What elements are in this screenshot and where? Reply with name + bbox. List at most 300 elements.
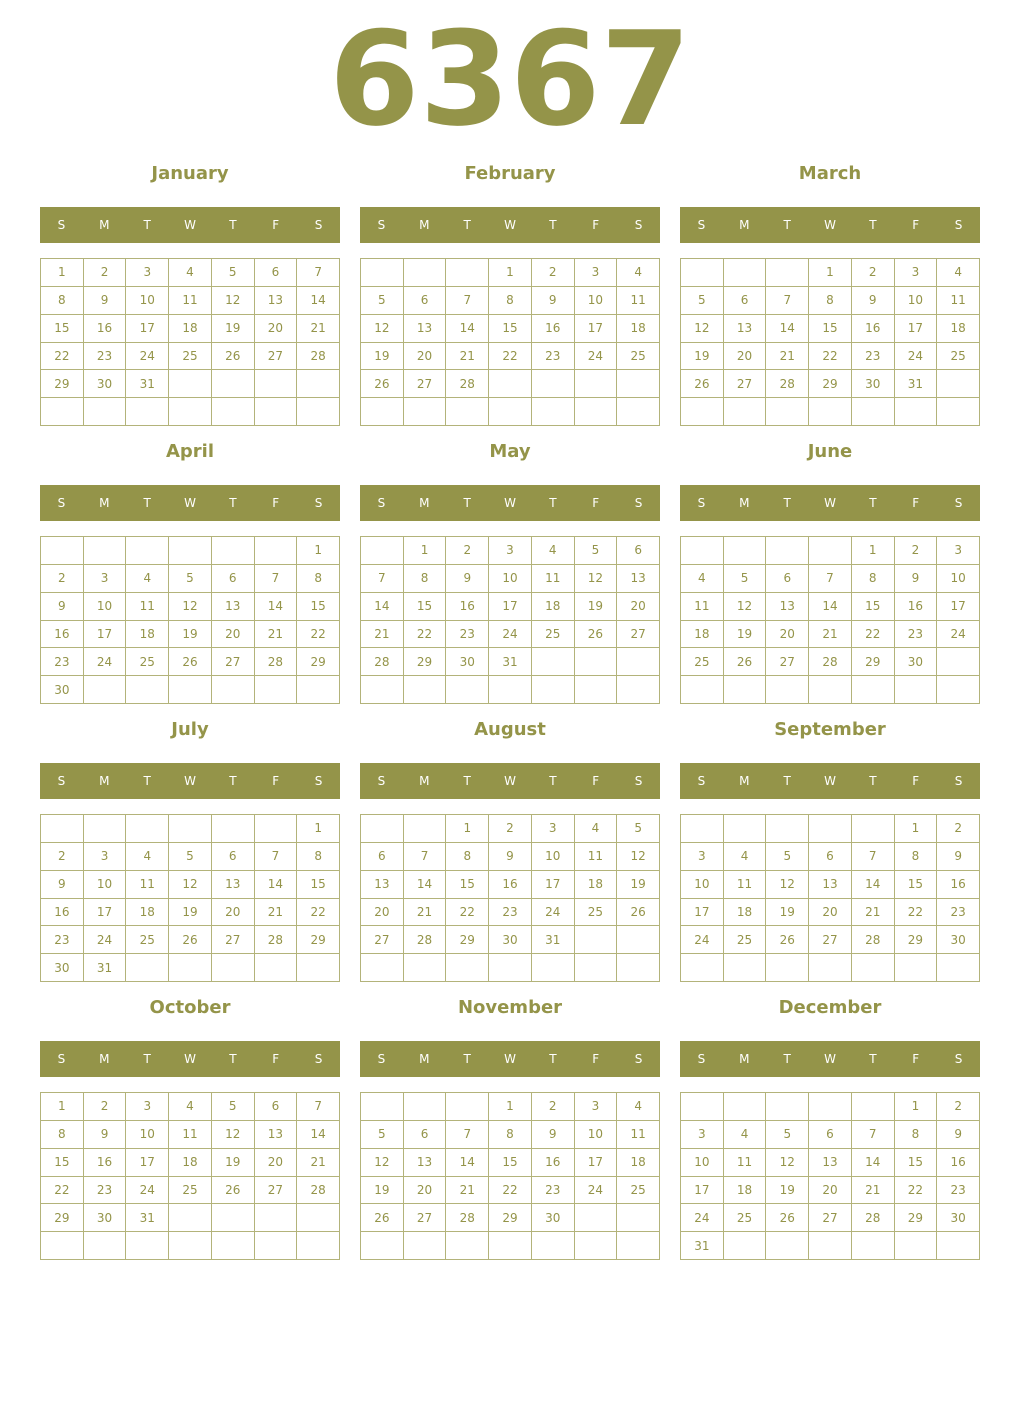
day-cell: 30 [41, 954, 84, 982]
day-cell: 13 [809, 871, 852, 899]
month-name: December [778, 997, 882, 1018]
day-cell: 19 [681, 343, 724, 371]
empty-day-cell [84, 1232, 127, 1260]
day-cell: 6 [404, 1121, 447, 1149]
day-cell: 18 [575, 871, 618, 899]
day-cell: 18 [169, 1149, 212, 1177]
day-cell: 7 [766, 287, 809, 315]
day-cell: 21 [255, 621, 298, 649]
day-cell: 1 [404, 537, 447, 565]
day-cell: 14 [852, 871, 895, 899]
empty-day-cell [489, 1232, 532, 1260]
day-cell: 16 [446, 593, 489, 621]
day-cell: 17 [489, 593, 532, 621]
empty-day-cell [169, 537, 212, 565]
empty-day-cell [766, 954, 809, 982]
empty-day-cell [404, 1093, 447, 1121]
day-cell: 24 [681, 926, 724, 954]
day-cell: 24 [575, 343, 618, 371]
day-cell: 16 [84, 315, 127, 343]
weekday-label: S [377, 774, 386, 788]
weekday-label: T [229, 496, 237, 510]
day-cell: 21 [361, 621, 404, 649]
day-cell: 4 [575, 815, 618, 843]
empty-day-cell [766, 815, 809, 843]
weekday-label: M [99, 218, 110, 232]
weekday-header [680, 763, 980, 799]
day-cell: 7 [404, 843, 447, 871]
day-cell: 30 [84, 370, 127, 398]
day-cell: 20 [617, 593, 660, 621]
day-cell: 18 [126, 899, 169, 927]
day-cell: 11 [681, 593, 724, 621]
weekday-header [680, 207, 980, 243]
day-cell: 28 [809, 648, 852, 676]
day-cell: 21 [852, 899, 895, 927]
day-cell: 23 [84, 343, 127, 371]
day-cell: 1 [41, 259, 84, 287]
weekday-label: S [697, 218, 706, 232]
weekday-label: S [954, 774, 963, 788]
day-cell: 24 [84, 648, 127, 676]
day-cell: 1 [41, 1093, 84, 1121]
day-cell: 5 [212, 1093, 255, 1121]
day-cell: 13 [212, 871, 255, 899]
month-name: March [798, 163, 862, 184]
empty-day-cell [255, 1232, 298, 1260]
day-cell: 21 [809, 621, 852, 649]
empty-day-cell [255, 676, 298, 704]
day-cell: 2 [852, 259, 895, 287]
empty-day-cell [297, 676, 340, 704]
day-cell: 25 [937, 343, 980, 371]
day-cell: 27 [617, 621, 660, 649]
day-cell: 20 [404, 343, 447, 371]
empty-day-cell [361, 537, 404, 565]
day-cell: 25 [724, 926, 767, 954]
day-cell: 21 [852, 1177, 895, 1205]
day-cell: 27 [809, 926, 852, 954]
weekday-label: S [377, 496, 386, 510]
day-cell: 27 [724, 370, 767, 398]
empty-day-cell [126, 676, 169, 704]
weekday-label: M [739, 218, 750, 232]
empty-day-cell [852, 676, 895, 704]
empty-day-cell [446, 1232, 489, 1260]
day-cell: 15 [41, 315, 84, 343]
day-cell: 7 [446, 1121, 489, 1149]
weekday-label: T [549, 1052, 557, 1066]
day-cell: 29 [297, 648, 340, 676]
day-cell: 2 [41, 565, 84, 593]
day-cell: 14 [404, 871, 447, 899]
weekday-header [40, 1041, 340, 1077]
day-cell: 10 [575, 1121, 618, 1149]
day-cell: 17 [575, 1149, 618, 1177]
day-cell: 29 [41, 1204, 84, 1232]
day-cell: 30 [446, 648, 489, 676]
empty-day-cell [724, 676, 767, 704]
day-cell: 1 [852, 537, 895, 565]
empty-day-cell [937, 676, 980, 704]
day-cell: 3 [84, 843, 127, 871]
day-cell: 31 [895, 370, 938, 398]
day-cell: 30 [41, 676, 84, 704]
day-grid [40, 1092, 340, 1260]
day-cell: 23 [895, 621, 938, 649]
weekday-label: S [634, 774, 643, 788]
day-cell: 9 [41, 593, 84, 621]
day-cell: 9 [895, 565, 938, 593]
day-cell: 20 [361, 899, 404, 927]
weekday-label: W [504, 774, 516, 788]
weekday-label: T [783, 496, 791, 510]
day-cell: 1 [489, 1093, 532, 1121]
day-cell: 14 [852, 1149, 895, 1177]
day-cell: 4 [724, 843, 767, 871]
day-cell: 3 [575, 259, 618, 287]
day-cell: 28 [255, 648, 298, 676]
empty-day-cell [575, 1204, 618, 1232]
day-cell: 7 [852, 843, 895, 871]
weekday-label: M [739, 496, 750, 510]
empty-day-cell [575, 398, 618, 426]
empty-day-cell [532, 676, 575, 704]
day-cell: 10 [575, 287, 618, 315]
weekday-label: S [314, 1052, 323, 1066]
day-cell: 3 [895, 259, 938, 287]
day-cell: 10 [681, 1149, 724, 1177]
weekday-label: S [57, 218, 66, 232]
empty-day-cell [895, 954, 938, 982]
day-cell: 7 [809, 565, 852, 593]
empty-day-cell [937, 954, 980, 982]
weekday-label: S [57, 496, 66, 510]
day-cell: 7 [852, 1121, 895, 1149]
day-cell: 13 [617, 565, 660, 593]
weekday-label: S [634, 496, 643, 510]
day-cell: 9 [41, 871, 84, 899]
day-cell: 30 [84, 1204, 127, 1232]
weekday-header [40, 207, 340, 243]
empty-day-cell [809, 537, 852, 565]
empty-day-cell [681, 676, 724, 704]
empty-day-cell [255, 537, 298, 565]
day-cell: 24 [489, 621, 532, 649]
day-cell: 22 [895, 1177, 938, 1205]
day-cell: 9 [852, 287, 895, 315]
weekday-label: T [143, 1052, 151, 1066]
empty-day-cell [169, 815, 212, 843]
day-cell: 1 [809, 259, 852, 287]
weekday-label: T [549, 496, 557, 510]
day-cell: 10 [895, 287, 938, 315]
day-cell: 10 [84, 593, 127, 621]
weekday-label: T [229, 774, 237, 788]
day-cell: 22 [297, 621, 340, 649]
day-grid [40, 814, 340, 982]
empty-day-cell [169, 1232, 212, 1260]
day-cell: 9 [532, 1121, 575, 1149]
day-cell: 3 [532, 815, 575, 843]
day-grid [680, 258, 980, 426]
day-cell: 6 [212, 565, 255, 593]
empty-day-cell [895, 1232, 938, 1260]
day-cell: 22 [41, 1177, 84, 1205]
day-cell: 2 [446, 537, 489, 565]
empty-day-cell [766, 1093, 809, 1121]
weekday-label: F [912, 496, 920, 510]
day-cell: 1 [895, 1093, 938, 1121]
empty-day-cell [532, 1232, 575, 1260]
empty-day-cell [895, 398, 938, 426]
day-cell: 25 [169, 1177, 212, 1205]
day-cell: 18 [126, 621, 169, 649]
day-cell: 10 [126, 287, 169, 315]
year-title: 6367 [329, 3, 691, 155]
day-cell: 15 [895, 871, 938, 899]
day-cell: 21 [446, 1177, 489, 1205]
day-cell: 29 [852, 648, 895, 676]
empty-day-cell [361, 954, 404, 982]
month-name: September [774, 719, 886, 740]
weekday-label: T [229, 218, 237, 232]
day-cell: 28 [446, 370, 489, 398]
empty-day-cell [617, 648, 660, 676]
empty-day-cell [489, 954, 532, 982]
day-cell: 16 [895, 593, 938, 621]
weekday-label: W [504, 496, 516, 510]
day-cell: 5 [212, 259, 255, 287]
weekday-label: M [99, 496, 110, 510]
empty-day-cell [937, 1232, 980, 1260]
day-cell: 9 [84, 287, 127, 315]
day-cell: 5 [617, 815, 660, 843]
day-cell: 13 [255, 1121, 298, 1149]
month-name: July [171, 719, 209, 740]
empty-day-cell [575, 1232, 618, 1260]
weekday-label: S [314, 218, 323, 232]
weekday-label: T [143, 218, 151, 232]
empty-day-cell [532, 398, 575, 426]
day-cell: 26 [212, 1177, 255, 1205]
weekday-label: S [634, 1052, 643, 1066]
empty-day-cell [724, 815, 767, 843]
empty-day-cell [617, 1204, 660, 1232]
weekday-label: T [143, 774, 151, 788]
day-cell: 11 [169, 1121, 212, 1149]
empty-day-cell [212, 398, 255, 426]
day-cell: 20 [724, 343, 767, 371]
day-cell: 31 [681, 1232, 724, 1260]
day-cell: 26 [724, 648, 767, 676]
day-cell: 24 [575, 1177, 618, 1205]
weekday-label: T [783, 774, 791, 788]
day-cell: 17 [84, 621, 127, 649]
day-cell: 17 [126, 1149, 169, 1177]
day-cell: 29 [404, 648, 447, 676]
empty-day-cell [617, 398, 660, 426]
empty-day-cell [41, 815, 84, 843]
weekday-label: S [697, 496, 706, 510]
day-cell: 13 [404, 1149, 447, 1177]
day-cell: 25 [532, 621, 575, 649]
empty-day-cell [212, 370, 255, 398]
weekday-label: T [869, 774, 877, 788]
day-cell: 14 [446, 1149, 489, 1177]
day-cell: 2 [41, 843, 84, 871]
weekday-label: T [463, 496, 471, 510]
day-cell: 15 [852, 593, 895, 621]
day-cell: 18 [617, 1149, 660, 1177]
day-cell: 22 [489, 343, 532, 371]
empty-day-cell [446, 954, 489, 982]
day-cell: 17 [126, 315, 169, 343]
day-cell: 8 [489, 287, 532, 315]
empty-day-cell [532, 648, 575, 676]
day-cell: 3 [937, 537, 980, 565]
day-cell: 29 [489, 1204, 532, 1232]
day-cell: 3 [575, 1093, 618, 1121]
day-cell: 22 [895, 899, 938, 927]
empty-day-cell [361, 815, 404, 843]
empty-day-cell [895, 676, 938, 704]
empty-day-cell [41, 537, 84, 565]
day-cell: 3 [84, 565, 127, 593]
day-cell: 4 [617, 259, 660, 287]
day-cell: 11 [575, 843, 618, 871]
day-cell: 31 [532, 926, 575, 954]
empty-day-cell [681, 259, 724, 287]
weekday-label: S [954, 1052, 963, 1066]
day-cell: 21 [255, 899, 298, 927]
day-cell: 29 [895, 1204, 938, 1232]
day-grid [40, 258, 340, 426]
empty-day-cell [255, 398, 298, 426]
day-cell: 5 [361, 287, 404, 315]
weekday-label: F [272, 774, 280, 788]
weekday-label: F [592, 218, 600, 232]
day-cell: 17 [937, 593, 980, 621]
day-cell: 21 [766, 343, 809, 371]
day-cell: 27 [404, 1204, 447, 1232]
weekday-label: F [912, 218, 920, 232]
day-cell: 22 [852, 621, 895, 649]
day-grid [360, 258, 660, 426]
day-cell: 3 [681, 1121, 724, 1149]
day-cell: 15 [809, 315, 852, 343]
day-cell: 4 [169, 259, 212, 287]
day-cell: 28 [361, 648, 404, 676]
day-cell: 8 [895, 1121, 938, 1149]
weekday-label: W [184, 1052, 196, 1066]
day-cell: 11 [724, 871, 767, 899]
empty-day-cell [404, 259, 447, 287]
day-cell: 6 [212, 843, 255, 871]
empty-day-cell [361, 398, 404, 426]
day-cell: 11 [126, 593, 169, 621]
weekday-label: F [912, 774, 920, 788]
day-cell: 25 [575, 899, 618, 927]
empty-day-cell [852, 1093, 895, 1121]
day-cell: 6 [361, 843, 404, 871]
day-cell: 7 [297, 1093, 340, 1121]
empty-day-cell [297, 1232, 340, 1260]
empty-day-cell [404, 398, 447, 426]
day-cell: 16 [532, 315, 575, 343]
day-cell: 21 [297, 315, 340, 343]
weekday-label: F [592, 1052, 600, 1066]
day-cell: 19 [575, 593, 618, 621]
empty-day-cell [169, 370, 212, 398]
empty-day-cell [724, 1093, 767, 1121]
day-cell: 10 [532, 843, 575, 871]
day-cell: 6 [809, 843, 852, 871]
day-cell: 4 [126, 565, 169, 593]
day-cell: 23 [41, 926, 84, 954]
day-cell: 4 [681, 565, 724, 593]
day-cell: 26 [361, 370, 404, 398]
day-cell: 1 [297, 537, 340, 565]
day-cell: 16 [41, 899, 84, 927]
day-cell: 11 [937, 287, 980, 315]
empty-day-cell [404, 1232, 447, 1260]
empty-day-cell [617, 676, 660, 704]
empty-day-cell [297, 954, 340, 982]
empty-day-cell [724, 1232, 767, 1260]
day-cell: 7 [255, 565, 298, 593]
empty-day-cell [681, 398, 724, 426]
day-cell: 13 [212, 593, 255, 621]
month-name: November [457, 997, 563, 1018]
day-cell: 4 [937, 259, 980, 287]
weekday-label: F [272, 1052, 280, 1066]
day-cell: 8 [809, 287, 852, 315]
day-cell: 8 [489, 1121, 532, 1149]
weekday-label: T [783, 1052, 791, 1066]
day-cell: 26 [361, 1204, 404, 1232]
empty-day-cell [532, 954, 575, 982]
weekday-label: M [739, 1052, 750, 1066]
day-cell: 26 [617, 899, 660, 927]
day-cell: 15 [489, 315, 532, 343]
day-cell: 2 [489, 815, 532, 843]
empty-day-cell [212, 1232, 255, 1260]
day-cell: 19 [361, 1177, 404, 1205]
day-cell: 25 [169, 343, 212, 371]
empty-day-cell [617, 1232, 660, 1260]
day-cell: 17 [575, 315, 618, 343]
day-cell: 8 [41, 287, 84, 315]
day-cell: 5 [575, 537, 618, 565]
empty-day-cell [575, 926, 618, 954]
empty-day-cell [937, 370, 980, 398]
weekday-header [360, 763, 660, 799]
day-cell: 19 [724, 621, 767, 649]
weekday-label: M [419, 774, 430, 788]
day-cell: 19 [212, 1149, 255, 1177]
weekday-label: S [634, 218, 643, 232]
weekday-label: W [184, 218, 196, 232]
day-cell: 31 [489, 648, 532, 676]
day-cell: 25 [126, 648, 169, 676]
empty-day-cell [446, 676, 489, 704]
day-cell: 20 [809, 1177, 852, 1205]
day-cell: 22 [489, 1177, 532, 1205]
day-cell: 23 [937, 899, 980, 927]
day-cell: 24 [126, 1177, 169, 1205]
empty-day-cell [126, 537, 169, 565]
